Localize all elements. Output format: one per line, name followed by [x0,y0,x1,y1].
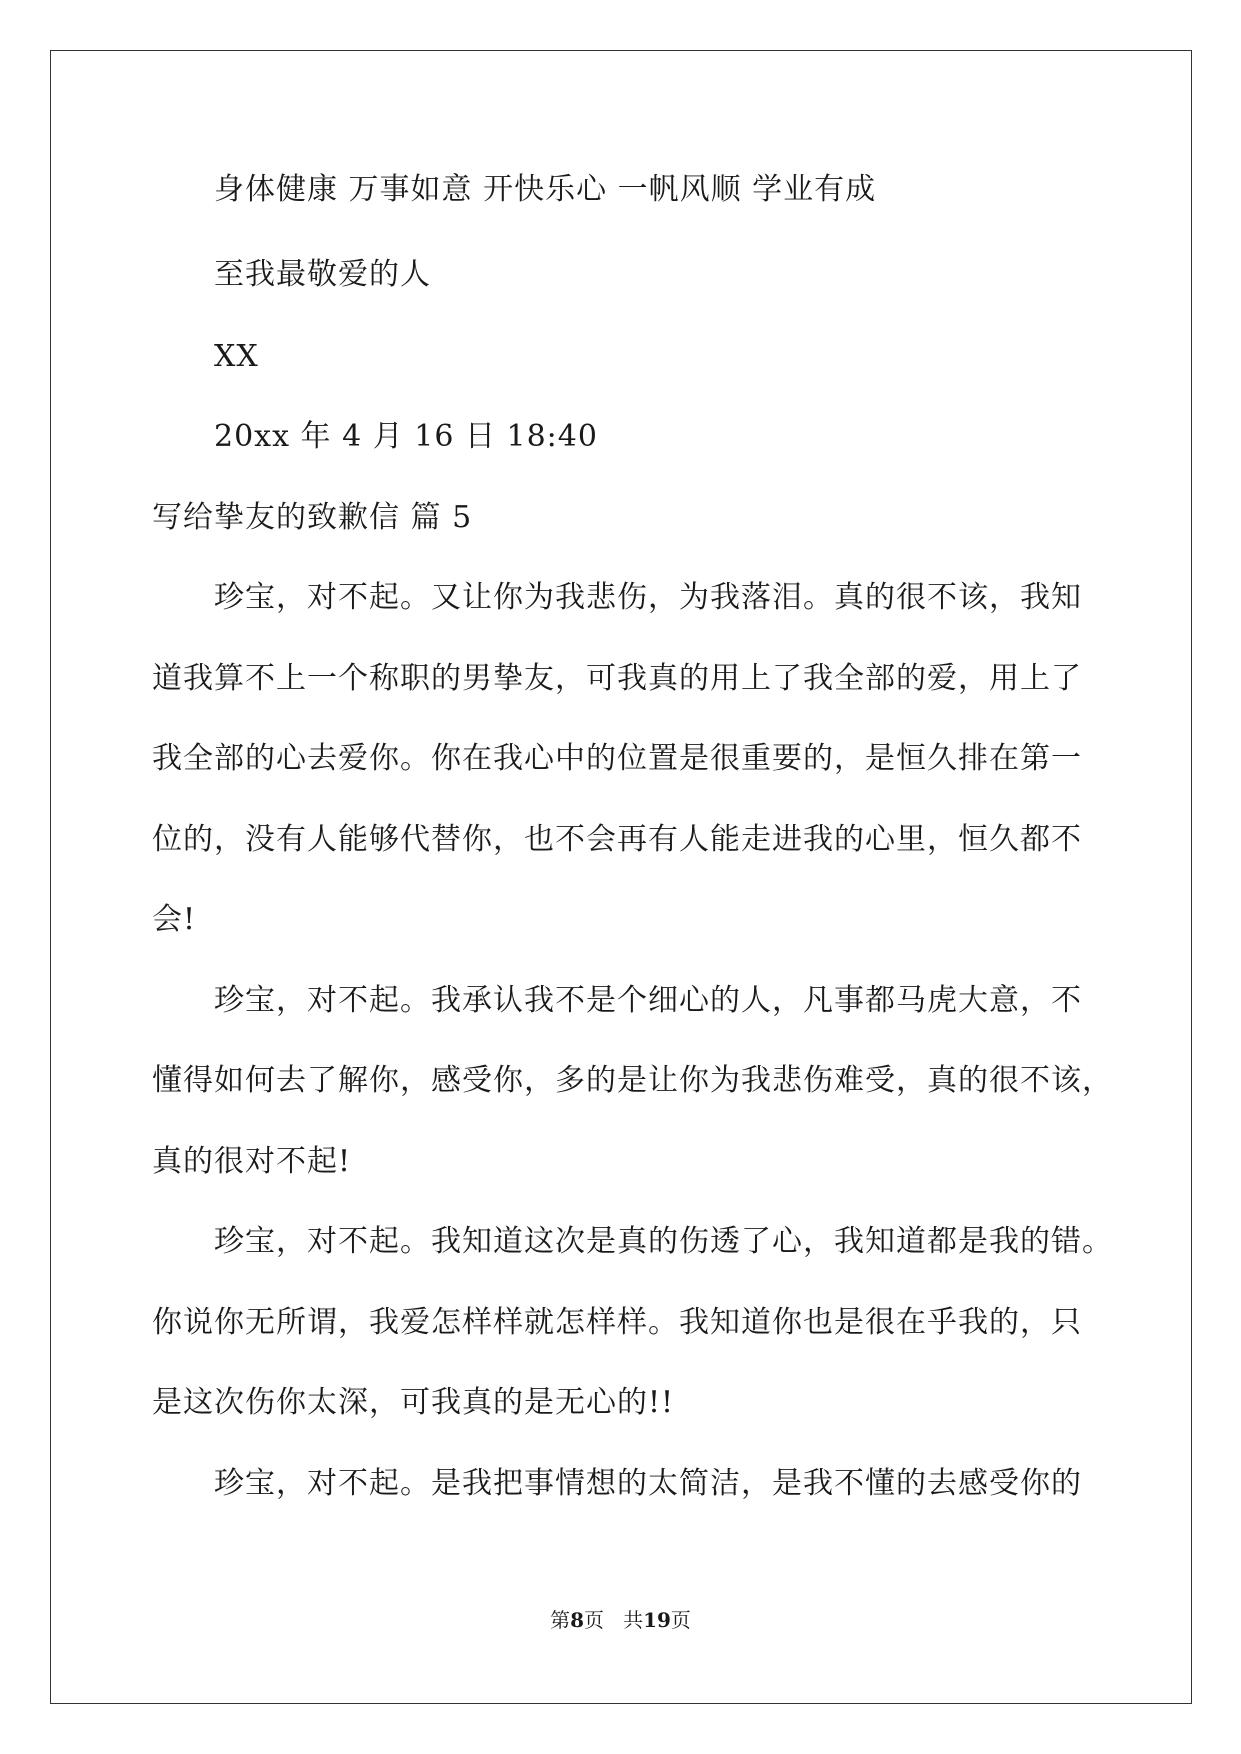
paragraph-line: 珍宝，对不起。我承认我不是个细心的人，凡事都马虎大意，不 [214,983,1082,1018]
footer-mid: 页 共 [584,1608,644,1632]
total-page-number: 19 [643,1608,671,1632]
paragraph-line: 真的很对不起! [152,1144,352,1179]
footer-suffix: 页 [670,1608,691,1632]
paragraph-line: 是这次伤你太深，可我真的是无心的!! [152,1385,675,1420]
signature-line: XX [214,339,259,374]
paragraph-line: 会! [152,902,197,937]
paragraph-line: 我全部的心去爱你。你在我心中的位置是很重要的，是恒久排在第一 [152,741,1082,776]
paragraph-line: 珍宝，对不起。我知道这次是真的伤透了心，我知道都是我的错。 [214,1224,1113,1259]
paragraph-line: 珍宝，对不起。是我把事情想的太简洁，是我不懂的去感受你的 [214,1466,1082,1501]
page-frame [50,50,1192,1704]
paragraph-line: 珍宝，对不起。又让你为我悲伤，为我落泪。真的很不该，我知 [214,580,1082,615]
footer-prefix: 第 [550,1608,571,1632]
paragraph-line: 位的，没有人能够代替你，也不会再有人能走进我的心里，恒久都不 [152,822,1082,857]
paragraph-line: 懂得如何去了解你，感受你，多的是让你为我悲伤难受，真的很不该， [152,1063,1113,1098]
page-footer [0,1606,1241,1634]
addressee-line: 至我最敬爱的人 [214,257,431,292]
paragraph-line: 道我算不上一个称职的男挚友，可我真的用上了我全部的爱，用上了 [152,661,1082,696]
date-line: 20xx 年 4 月 16 日 18:40 [214,419,598,454]
current-page-number: 8 [570,1608,584,1632]
wish-line: 身体健康 万事如意 开快乐心 一帆风顺 学业有成 [214,172,877,207]
paragraph-line: 你说你无所谓，我爱怎样样就怎样样。我知道你也是很在乎我的，只 [152,1305,1082,1340]
section-heading: 写给挚友的致歉信 篇 5 [152,500,473,535]
